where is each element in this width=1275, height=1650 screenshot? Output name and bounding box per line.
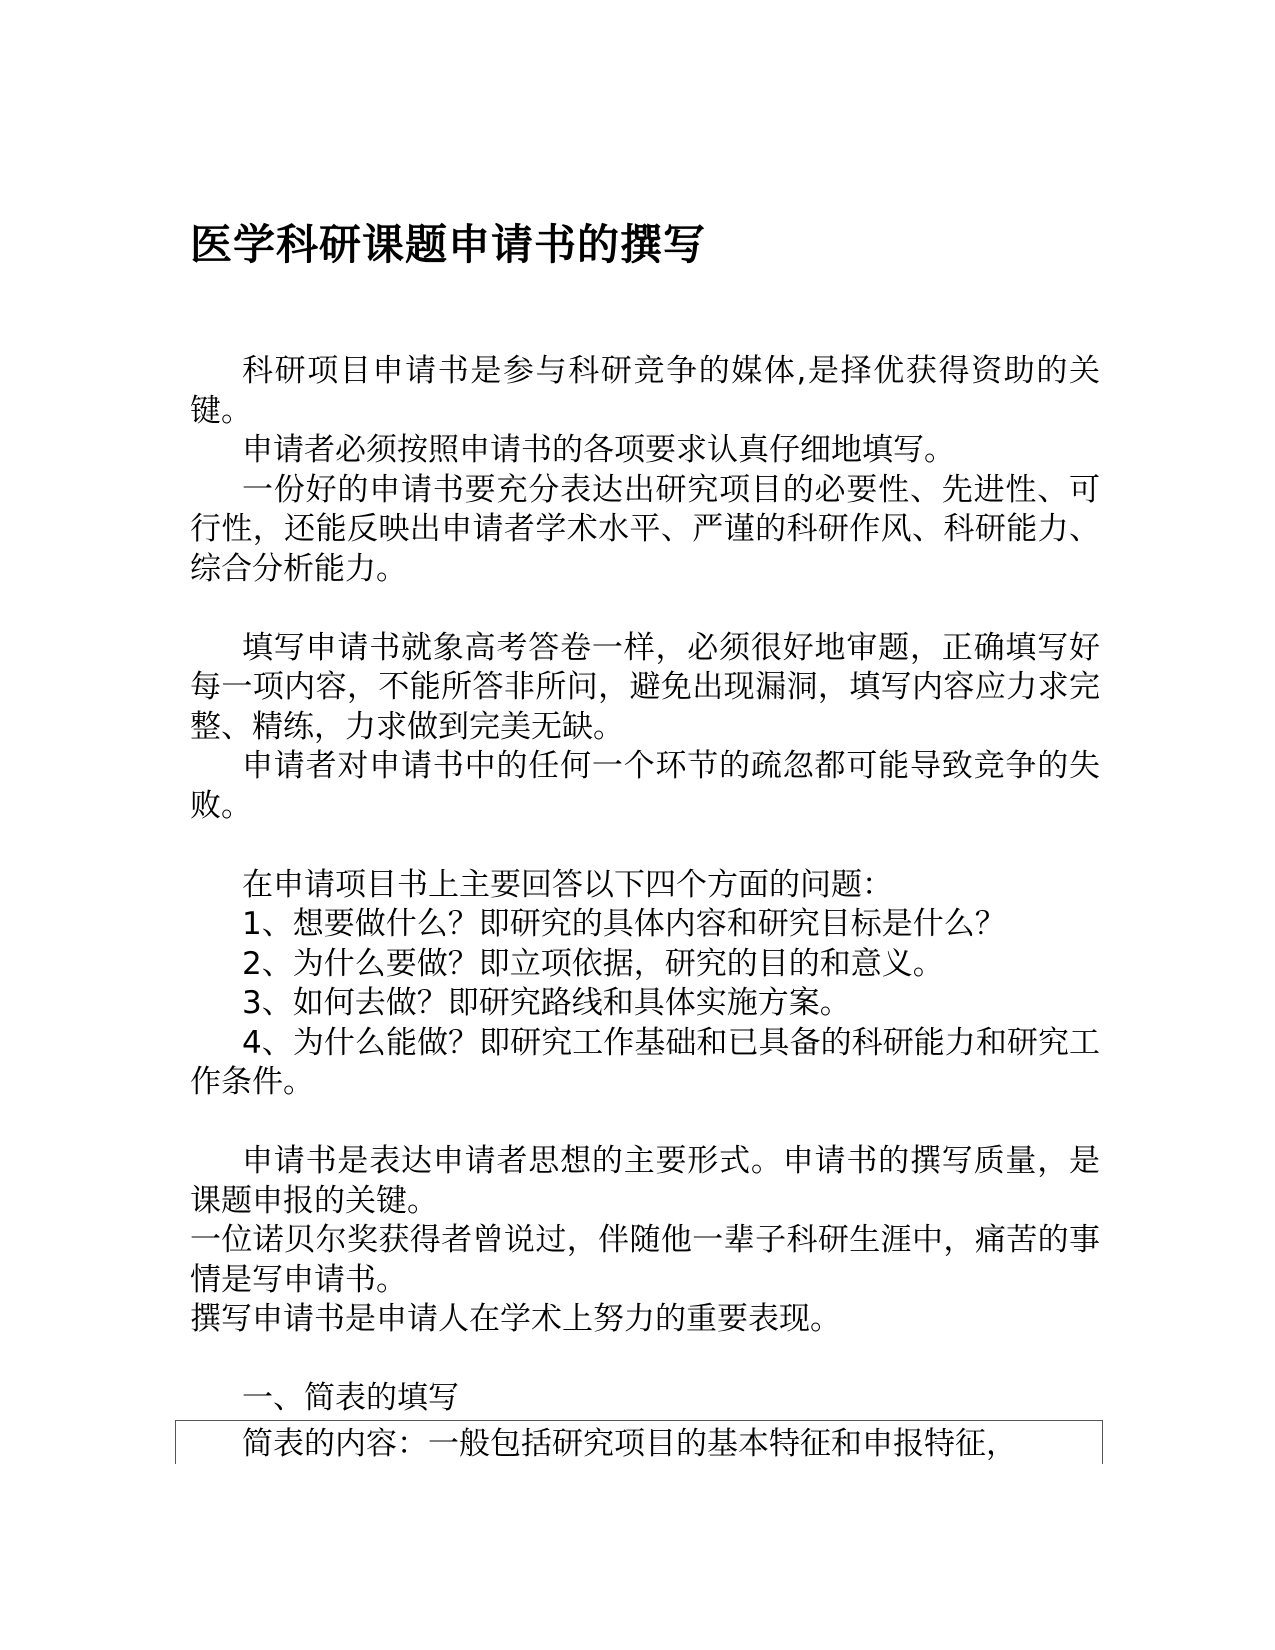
blank-line xyxy=(190,1340,1100,1380)
paragraph-requirement: 申请者必须按照申请书的各项要求认真仔细地填写。 xyxy=(242,432,955,468)
paragraph-good-application: 一份好的申请书要充分表达出研究项目的必要性、先进性、可行性，还能反映出申请者学术水平、严谨的科研作风、科研能力、综合分析能力。 xyxy=(190,471,1100,587)
list-item-ability: 4、为什么能做？即研究工作基础和已具备的科研能力和研究工作条件。 xyxy=(190,1024,1100,1100)
list-item-how: 3、如何去做？即研究路线和具体实施方案。 xyxy=(242,985,851,1021)
document-title: 医学科研课题申请书的撰写 xyxy=(190,220,707,269)
list-item-what: 1、想要做什么？即研究的具体内容和研究目标是什么？ xyxy=(242,906,1006,942)
paragraph-nobel-quote: 一位诺贝尔奖获得者曾说过，伴随他一辈子科研生涯中，痛苦的事情是写申请书。 xyxy=(190,1222,1100,1298)
blank-line xyxy=(190,589,1100,629)
paragraph-effort: 撰写申请书是申请人在学术上努力的重要表现。 xyxy=(190,1301,841,1337)
list-item-why: 2、为什么要做？即立项依据，研究的目的和意义。 xyxy=(242,945,944,982)
blank-line xyxy=(190,1103,1100,1143)
paragraph-four-questions: 在申请项目书上主要回答以下四个方面的问题： xyxy=(242,866,893,903)
paragraph-intro: 科研项目申请书是参与科研竞争的媒体,是择优获得资助的关键。 xyxy=(190,353,1100,429)
paragraph-negligence: 申请者对申请书中的任何一个环节的疏忽都可能导致竞争的失败。 xyxy=(190,748,1100,824)
summary-table-first-line: 简表的内容：一般包括研究项目的基本特征和申报特征， xyxy=(242,1426,1017,1462)
blank-line xyxy=(190,826,1100,866)
paragraph-main-form: 申请书是表达申请者思想的主要形式。申请书的撰写质量，是课题申报的关键。 xyxy=(190,1143,1100,1219)
document-body xyxy=(190,352,1100,1419)
section-heading-summary-table: 一、简表的填写 xyxy=(242,1380,459,1416)
paragraph-fill-carefully: 填写申请书就象高考答卷一样，必须很好地审题，正确填写好每一项内容，不能所答非所问，避免出现漏洞，填写内容应力求完整、精练，力求做到完美无缺。 xyxy=(190,629,1100,745)
